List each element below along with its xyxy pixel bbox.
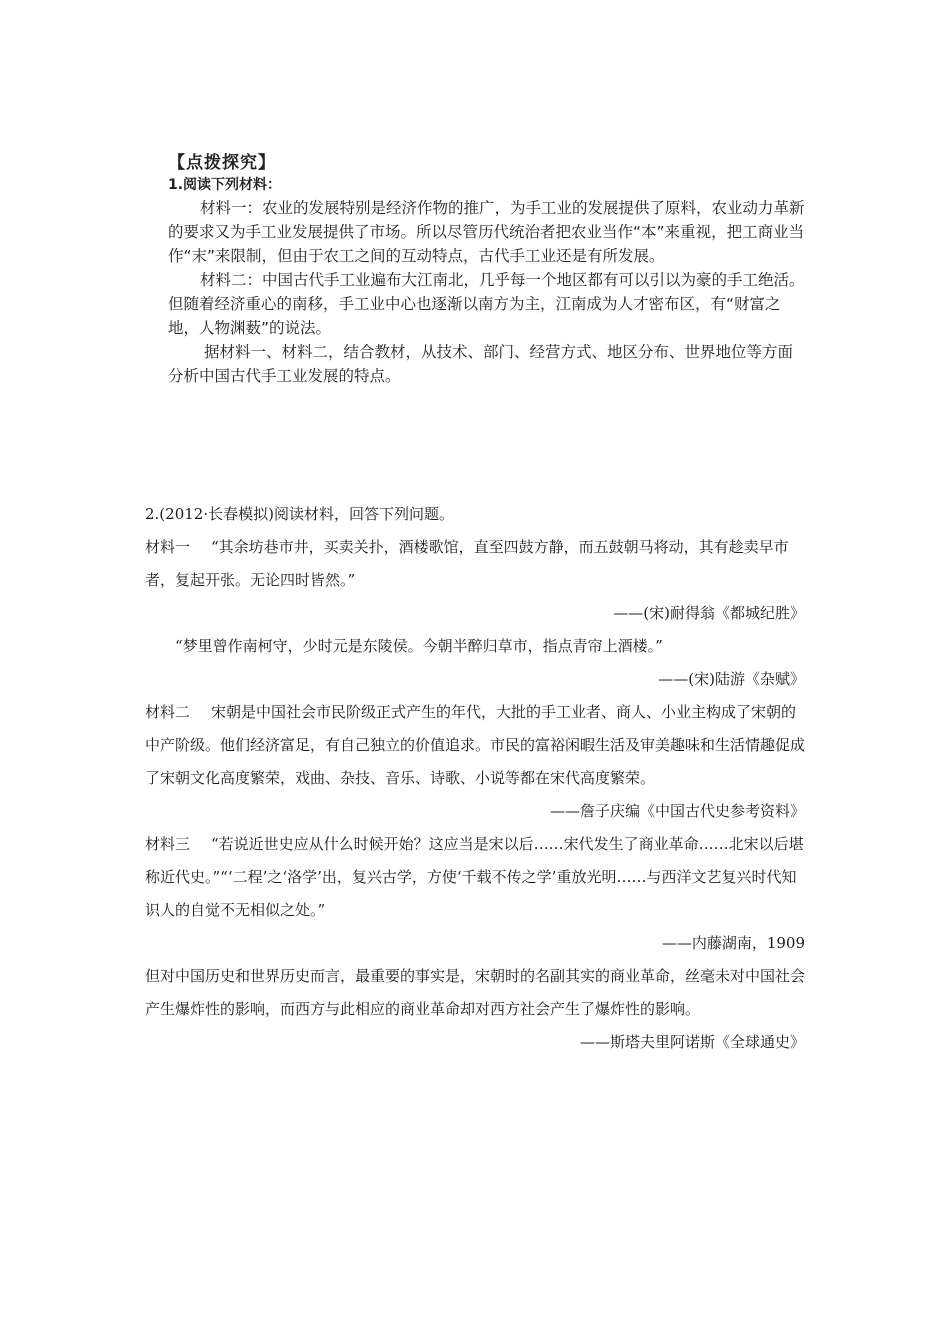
material-2-source: ——詹子庆编《中国古代史参考资料》 xyxy=(549,802,805,820)
material-3-paragraph-2: 但对中国历史和世界历史而言，最重要的事实是，宋朝时的名副其实的商业革命，丝毫未对中国社会产生爆炸性的影响，而西方与此相应的商业革命却对西方社会产生了爆炸性的影响。 xyxy=(145,967,806,1018)
material-2-label: 材料二 xyxy=(145,703,191,721)
material-1-paragraph xyxy=(145,531,805,597)
material-1-quote: “其余坊巷市井，买卖关扑，酒楼歌馆，直至四鼓方静，而五鼓朝马将动，其有趁卖早市者，复起开张。无论四时皆然。” xyxy=(145,538,789,589)
material-2-body: 宋朝是中国社会市民阶级正式产生的年代，大批的手工业者、商人、小业主构成了宋朝的中产阶级。他们经济富足，有自己独立的价值追求。市民的富裕闲暇生活及审美趣味和生活情趣促成了宋朝文化高度繁荣，戏曲、杂技、音乐、诗歌、小说等都在宋代高度繁荣。 xyxy=(145,703,806,787)
material-3-label: 材料三 xyxy=(145,835,191,853)
material-1-poem: “梦里曾作南柯守，少时元是东陵侯。今朝半醉归草市，指点青帘上酒楼。” xyxy=(175,637,663,655)
material-3-source: ——内藤湖南，1909 xyxy=(661,934,805,952)
section-1 xyxy=(168,148,808,388)
material-1-source: ——(宋)耐得翁《都城纪胜》 xyxy=(613,604,805,622)
material-1-label: 材料一 xyxy=(145,538,191,556)
section-heading: 【点拨探究】 xyxy=(168,153,276,173)
section-2 xyxy=(145,498,805,1059)
material-3-source-2: ——斯塔夫里阿诺斯《全球通史》 xyxy=(579,1033,805,1051)
question-1-title: 1.阅读下列材料： xyxy=(168,177,282,193)
question-1-task: 据材料一、材料二，结合教材，从技术、部门、经营方式、地区分布、世界地位等方面分析中国古代手工业发展的特点。 xyxy=(168,343,794,385)
material-2-text: 材料二：中国古代手工业遍布大江南北，几乎每一个地区都有可以引以为豪的手工绝活。但随着经济重心的南移，手工业中心也逐渐以南方为主，江南成为人才密布区，有“财富之地，人物渊薮”的说法。 xyxy=(168,271,805,337)
material-3-quote: “若说近世史应从什么时候开始？这应当是宋以后……宋代发生了商业革命……北宋以后堪称近代史。”“‘二程’之‘洛学’出，复兴古学，方使‘千载不传之学’重放光明……与西洋文艺复兴时代知识人的自觉不无相似之处。” xyxy=(145,835,804,919)
question-2-title: 2.(2012·长春模拟)阅读材料，回答下列问题。 xyxy=(145,505,454,523)
material-1-poem-source: ——(宋)陆游《杂赋》 xyxy=(658,670,805,688)
material-3-paragraph xyxy=(145,828,805,927)
material-1-text: 材料一：农业的发展特别是经济作物的推广，为手工业的发展提供了原料，农业动力革新的要求又为手工业发展提供了市场。所以尽管历代统治者把农业当作“本”来重视，把工商业当作“末”来限制，但由于农工之间的互动特点，古代手工业还是有所发展。 xyxy=(168,199,805,265)
material-2-paragraph xyxy=(145,696,805,795)
